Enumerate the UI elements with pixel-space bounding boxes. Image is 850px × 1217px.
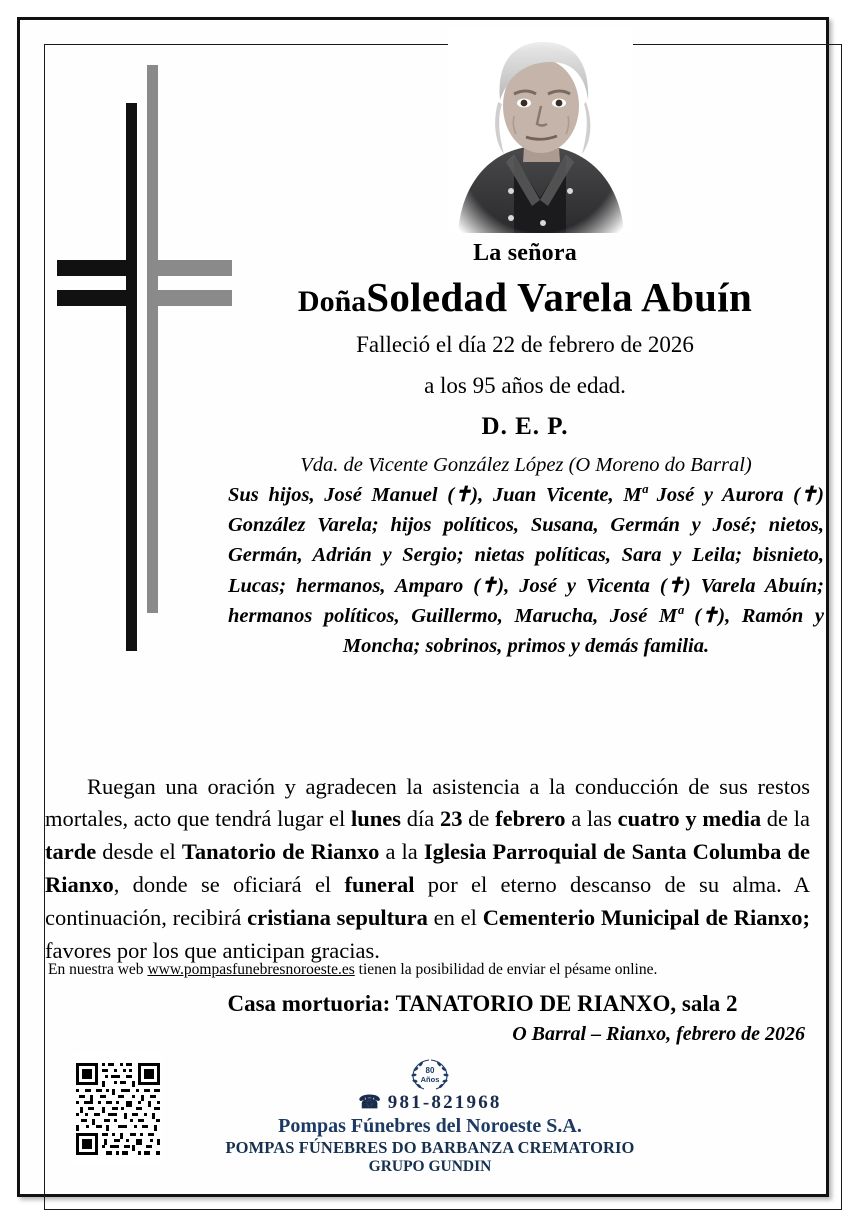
- par-text-5: de la: [761, 806, 810, 832]
- cemetery-name: Cementerio Municipal de Rianxo;: [482, 904, 810, 930]
- portrait-image: [448, 28, 633, 233]
- par-text-4: a las: [565, 806, 618, 832]
- double-cross-icon: [40, 55, 250, 655]
- service-daypart: tarde: [45, 839, 97, 865]
- service-venue-church: Iglesia Parroquial de Santa Columba de Rianxo: [45, 839, 810, 898]
- widow-line: Vda. de Vicente González López (O Moreno do Barral): [300, 454, 752, 476]
- wreath-years-number: 80: [425, 1066, 435, 1075]
- par-text-6: desde el: [96, 839, 182, 865]
- par-text-8: , donde se oficiará el: [113, 872, 345, 898]
- phone-number[interactable]: 981-821968: [387, 1092, 502, 1113]
- company-group: GRUPO GUNDIN: [368, 1158, 492, 1175]
- par-text-2: día: [401, 806, 440, 832]
- service-month: febrero: [495, 806, 566, 832]
- qr-code-image[interactable]: [74, 1053, 162, 1165]
- wreath-years-label: Años: [420, 1075, 440, 1084]
- family-members-text: Sus hijos, José Manuel (✝), Juan Vicente, Mª José y Aurora (✝) González Varela; hijos políticos, Susana, Germán y José; nietos, Germán, Adrián y Sergio; nietas políticas, Sara y Leila; bisnieto, Lucas; hermanos, Amparo (✝), José y Vicenta (✝) Varela Abuín; hermanos políticos, Guillermo, Marucha, José Mª (✝), Ramón y Moncha; sobrinos, primos y demás familia.: [228, 484, 824, 657]
- footer-block: [185, 1057, 675, 1176]
- place-date-line: O Barral – Rianxo, febrero de 2026: [512, 1023, 805, 1045]
- par-text-9: por el eterno descanso de su alma. A continuación, recibirá: [45, 872, 810, 930]
- burial-type: cristiana sepultura: [247, 904, 428, 930]
- par-text-7: a la: [379, 839, 424, 865]
- portrait-photo: [448, 28, 633, 233]
- cross-graphic: [40, 55, 250, 655]
- death-age-line: a los 95 años de edad.: [424, 373, 626, 399]
- rip-line: D. E. P.: [481, 412, 569, 440]
- service-paragraph: [45, 771, 810, 968]
- service-weekday: lunes: [351, 806, 402, 832]
- name-prefix: Doña: [297, 285, 367, 319]
- family-list: [228, 450, 824, 661]
- condolences-web-line: [48, 961, 808, 979]
- web-line-prefix: En nuestra web: [48, 961, 148, 978]
- web-line-suffix: tienen la posibilidad de enviar el pésame online.: [354, 961, 658, 978]
- anniversary-wreath-logo: [185, 1057, 675, 1091]
- par-text-1: Ruegan una oración y agradecen la asistencia a la conducción de sus restos mortales, acto que tendrá lugar el: [45, 773, 810, 832]
- heading-block: [225, 240, 825, 441]
- mortuary-house-line: Casa mortuoria: TANATORIO DE RIANXO, sala 2: [227, 991, 738, 1016]
- par-text-11: favores por los que anticipan gracias.: [45, 937, 380, 963]
- deceased-full-name: Soledad Varela Abuín: [366, 274, 753, 321]
- par-text-10: en el: [427, 904, 483, 930]
- phone-line[interactable]: [185, 1092, 675, 1114]
- company-name: Pompas Fúnebres del Noroeste S.A.: [278, 1115, 582, 1137]
- qr-code[interactable]: [74, 1053, 162, 1165]
- laurel-wreath-icon: [408, 1057, 452, 1091]
- deceased-name-line: [225, 276, 825, 319]
- telephone-icon: ☎: [358, 1092, 381, 1112]
- service-day-number: 23: [439, 806, 463, 832]
- service-type: funeral: [344, 872, 415, 898]
- death-date-line: Falleció el día 22 de febrero de 2026: [356, 332, 694, 358]
- company-subtitle: POMPAS FÚNEBRES DO BARBANZA CREMATORIO: [225, 1138, 635, 1157]
- website-link[interactable]: www.pompasfunebresnoroeste.es: [147, 961, 355, 978]
- service-venue-funeral-home: Tanatorio de Rianxo: [181, 839, 380, 865]
- service-time: cuatro y media: [617, 806, 762, 832]
- honorific-line: La señora: [473, 240, 577, 266]
- par-text-3: de: [462, 806, 496, 832]
